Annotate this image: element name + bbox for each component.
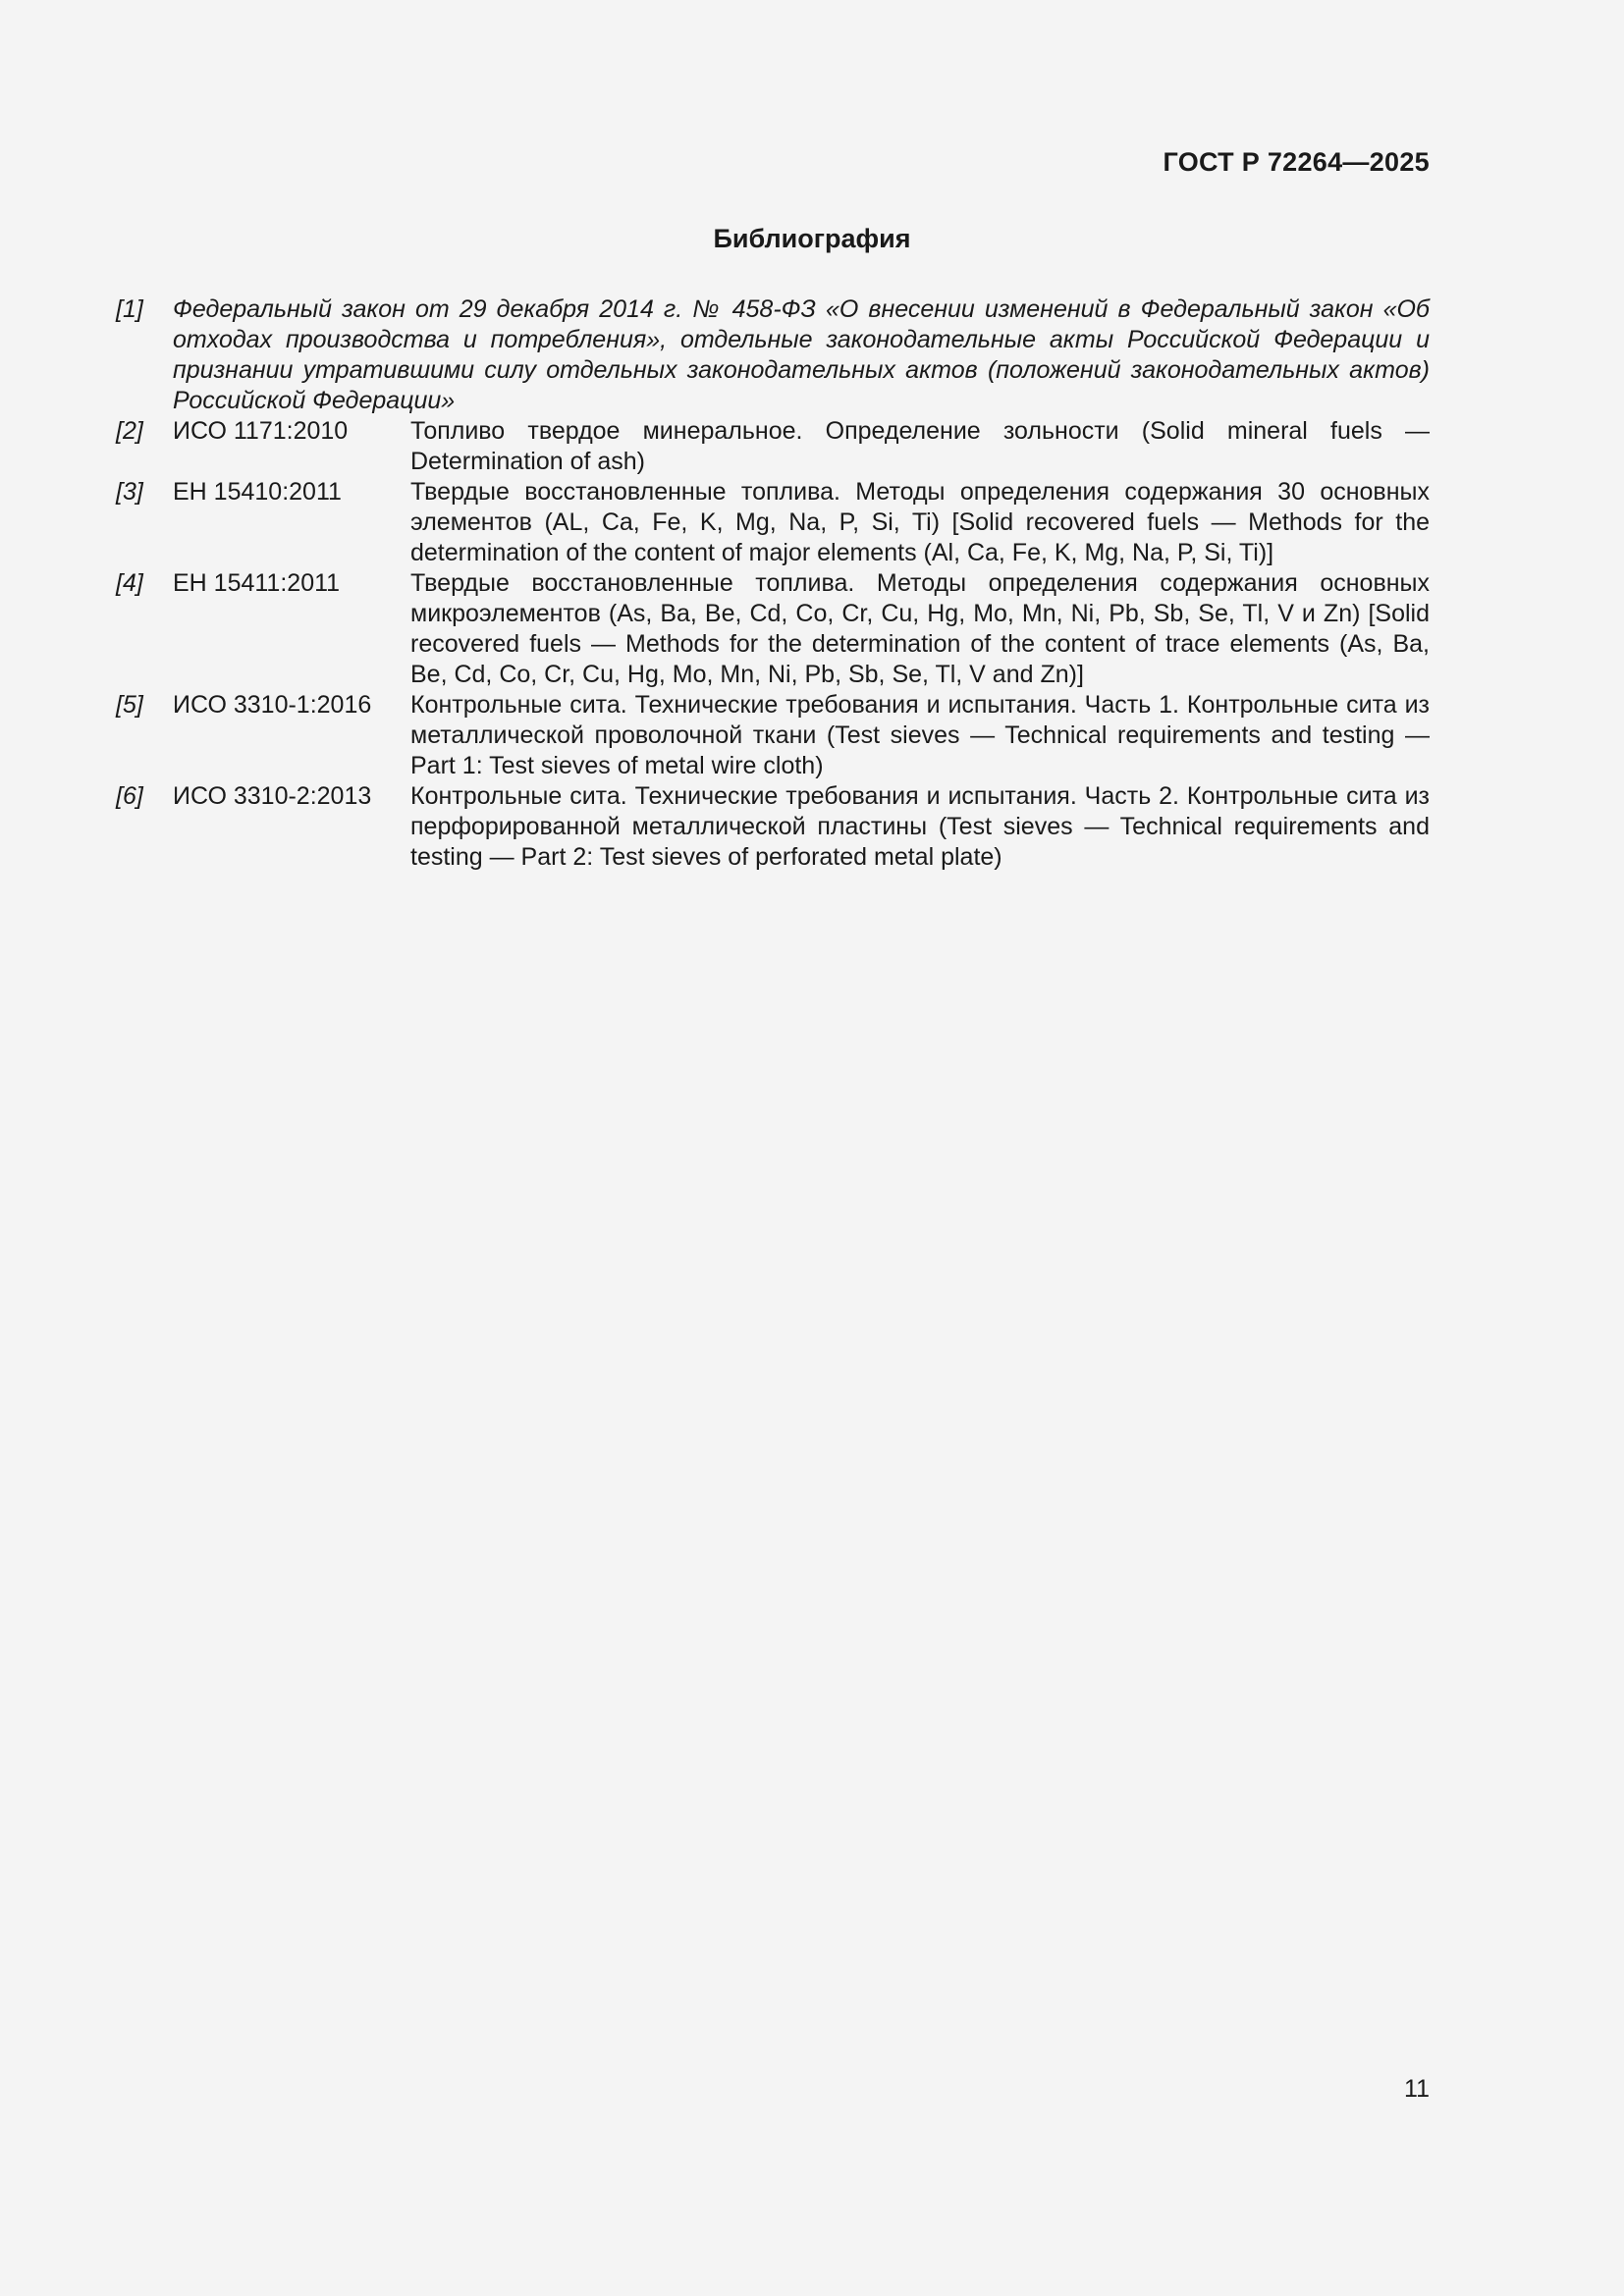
- entry-standard-code: ЕН 15410:2011: [173, 478, 342, 506]
- entry-number: [5]: [116, 691, 143, 719]
- entry-number: [1]: [116, 295, 143, 323]
- entry-text: Твердые восстановленные топлива. Методы определения содержания 30 основных элементов (AL, Ca, Fe, K, Mg, Na, P, Si, Ti) [Solid recovered fuels — Methods for the determination of the content of major elements (Al, Ca, Fe, K, Mg, Na, P, Si, Ti)]: [410, 478, 1430, 566]
- page-title: Библиография: [713, 224, 911, 253]
- entry-text: Федеральный закон от 29 декабря 2014 г. № 458-ФЗ «О внесении изменений в Федеральный закон «Об отходах производства и потребления», отдельные законодательные акты Российской Федерации и признании утратившими силу отдельных законодательных актов (положений законодательных актов) Российской Федерации»: [173, 295, 1430, 414]
- entry-number: [2]: [116, 417, 143, 445]
- bibliography-entry-4: [116, 568, 1430, 690]
- entry-standard-code: ИСО 3310-1:2016: [173, 691, 372, 719]
- bibliography-entry-5: [116, 690, 1430, 781]
- entry-standard-code: ИСО 3310-2:2013: [173, 782, 372, 810]
- entry-number: [6]: [116, 782, 143, 810]
- entry-text: Контрольные сита. Технические требования и испытания. Часть 1. Контрольные сита из металлической проволочной ткани (Test sieves — Technical requirements and testing — Part 1: Test sieves of metal wire cloth): [410, 691, 1430, 779]
- page-number: 11: [1404, 2075, 1430, 2103]
- bibliography-entry-1: [116, 294, 1430, 416]
- document-code: ГОСТ Р 72264—2025: [1163, 147, 1430, 177]
- entry-standard-code: ЕН 15411:2011: [173, 569, 341, 597]
- entry-text: Твердые восстановленные топлива. Методы определения содержания основных микроэлементов (As, Ba, Be, Cd, Co, Cr, Cu, Hg, Mo, Mn, Ni, Pb, Sb, Se, Tl, V и Zn) [Solid recovered fuels — Methods for the determination of the content of trace elements (As, Ba, Be, Cd, Co, Cr, Cu, Hg, Mo, Mn, Ni, Pb, Sb, Se, Tl, V and Zn)]: [410, 569, 1430, 688]
- entry-text: Топливо твердое минеральное. Определение зольности (Solid mineral fuels — Determination of ash): [410, 417, 1430, 475]
- bibliography-entry-6: [116, 781, 1430, 873]
- entry-number: [4]: [116, 569, 143, 597]
- entry-standard-code: ИСО 1171:2010: [173, 417, 349, 445]
- bibliography-list: [116, 294, 1430, 873]
- entry-number: [3]: [116, 478, 143, 506]
- entry-text: Контрольные сита. Технические требования и испытания. Часть 2. Контрольные сита из перфорированной металлической пластины (Test sieves — Technical requirements and testing — Part 2: Test sieves of perforated metal plate): [410, 782, 1430, 871]
- bibliography-entry-3: [116, 477, 1430, 568]
- bibliography-entry-2: [116, 416, 1430, 477]
